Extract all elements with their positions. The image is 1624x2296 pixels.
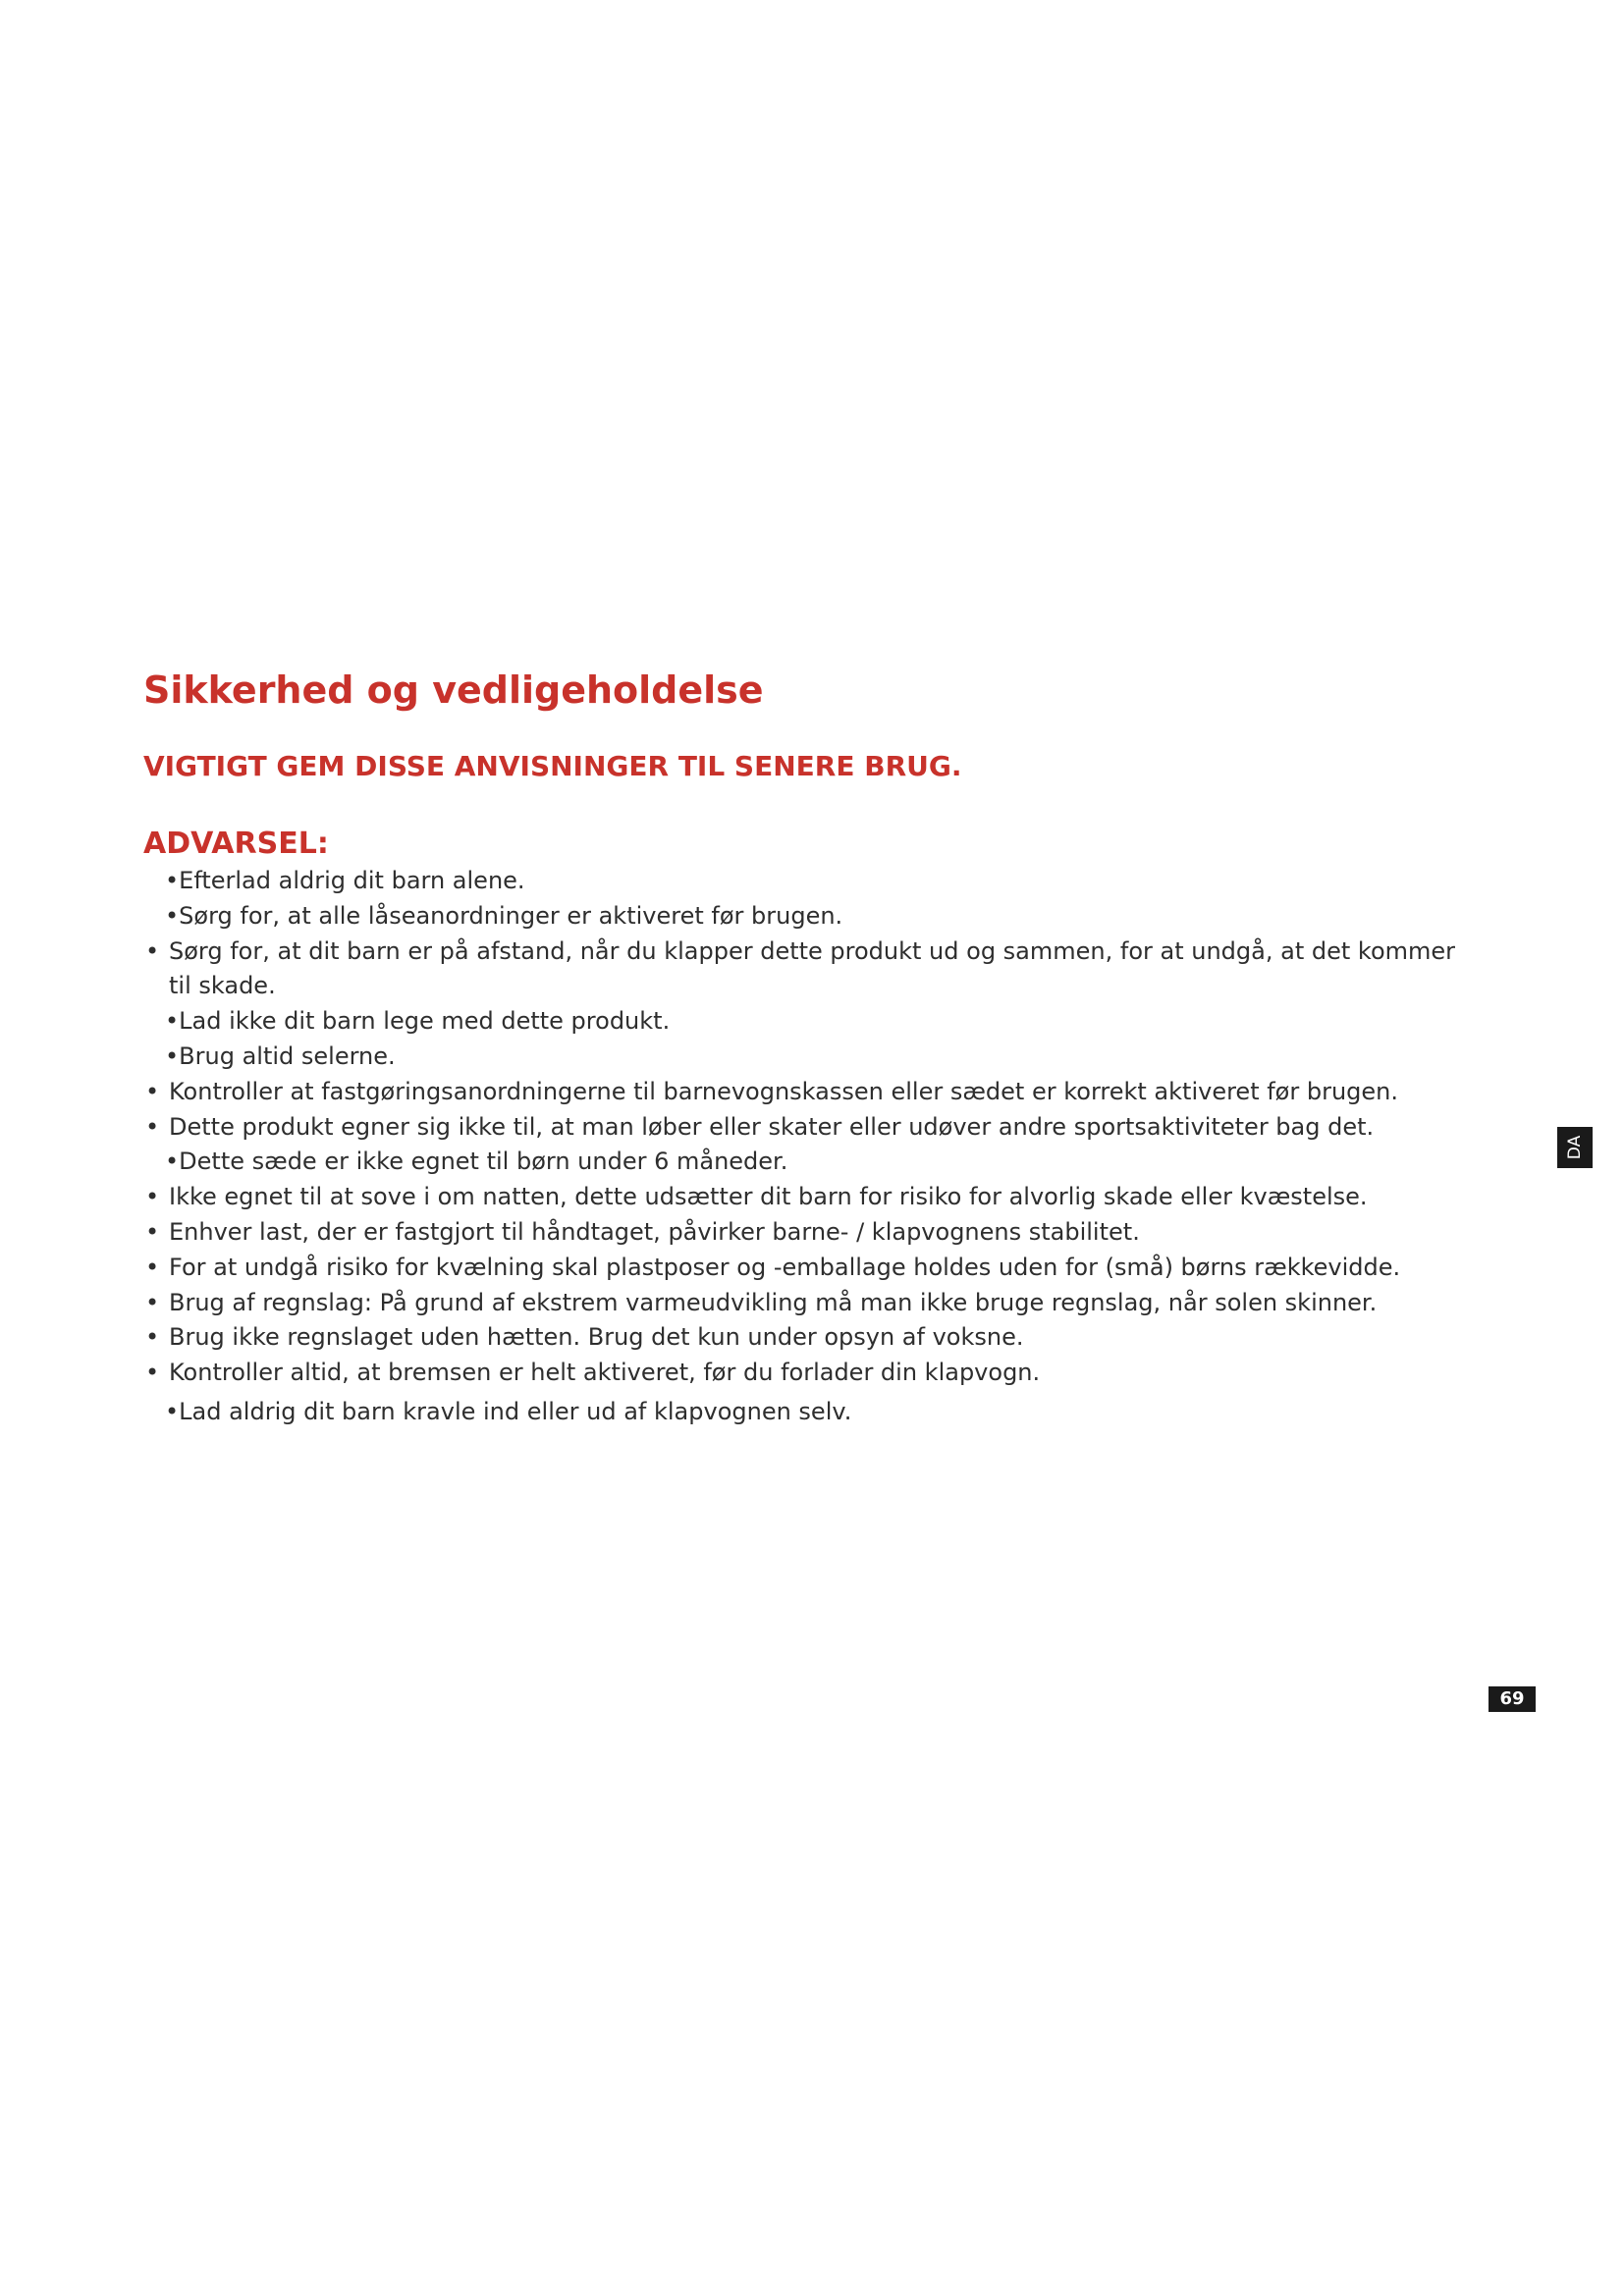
warning-text: Brug altid selerne.	[179, 1041, 396, 1070]
bullet: •	[165, 867, 180, 894]
warning-item	[145, 1180, 1461, 1215]
bullet: •	[145, 1359, 160, 1387]
warning-item	[145, 1075, 1461, 1110]
warning-item	[145, 899, 1461, 934]
important-notice-heading: VIGTIGT GEM DISSE ANVISNINGER TIL SENERE BRUG.	[143, 750, 962, 782]
language-tab-label: DA	[1564, 1135, 1585, 1160]
warning-text: Kontroller altid, at bremsen er helt aktiveret, før du forlader din klapvogn.	[169, 1359, 1041, 1387]
page-number: 69	[1489, 1686, 1536, 1712]
bullet: •	[145, 1112, 160, 1141]
warning-text: Lad aldrig dit barn kravle ind eller ud af klapvognen selv.	[179, 1397, 852, 1425]
page-title: Sikkerhed og vedligeholdelse	[143, 668, 764, 712]
warning-item	[145, 1320, 1461, 1356]
bullet: •	[145, 1323, 160, 1352]
warning-text: Ikke egnet til at sove i om natten, dette udsætter dit barn for risiko for alvorlig skade eller kvæstelse.	[169, 1183, 1368, 1211]
warning-text: Efterlad aldrig dit barn alene.	[179, 867, 525, 894]
bullet: •	[165, 901, 180, 930]
warning-text: Brug ikke regnslaget uden hætten. Brug det kun under opsyn af voksne.	[169, 1323, 1024, 1352]
warning-text: Lad ikke dit barn lege med dette produkt.	[179, 1007, 671, 1036]
warning-item	[145, 1145, 1461, 1180]
warning-heading: ADVARSEL:	[143, 827, 329, 861]
warning-item	[145, 1286, 1461, 1321]
bullet: •	[165, 1397, 180, 1425]
bullet: •	[145, 936, 160, 965]
bullet: •	[145, 1183, 160, 1211]
warning-text: Sørg for, at dit barn er på afstand, når du klapper dette produkt ud og sammen, for at undgå, at det kommer til skade.	[169, 936, 1456, 1000]
bullet: •	[165, 1041, 180, 1070]
warning-item	[145, 864, 1461, 899]
bullet: •	[165, 1148, 180, 1176]
warning-item	[145, 1110, 1461, 1146]
warning-item	[145, 1004, 1461, 1040]
bullet: •	[145, 1253, 160, 1281]
bullet: •	[145, 1288, 160, 1316]
warning-text: Kontroller at fastgøringsanordningerne til barnevognskassen eller sædet er korrekt aktiveret før brugen.	[169, 1077, 1399, 1105]
warning-text: Dette sæde er ikke egnet til børn under 6 måneder.	[179, 1148, 788, 1176]
warning-text: Dette produkt egner sig ikke til, at man løber eller skater eller udøver andre sportsaktiviteter bag det.	[169, 1112, 1375, 1141]
warning-text: Enhver last, der er fastgjort til håndtaget, påvirker barne- / klapvognens stabilitet.	[169, 1217, 1140, 1246]
language-tab	[1557, 1127, 1593, 1168]
warning-item	[145, 1395, 1461, 1430]
warning-item	[145, 1215, 1461, 1251]
warning-item	[145, 934, 1461, 1005]
bullet: •	[165, 1007, 180, 1036]
warning-text: Sørg for, at alle låseanordninger er aktiveret før brugen.	[179, 901, 843, 930]
warning-list	[145, 864, 1461, 1430]
warning-text: Brug af regnslag: På grund af ekstrem varmeudvikling må man ikke bruge regnslag, når solen skinner.	[169, 1288, 1378, 1316]
warning-item	[145, 1356, 1461, 1391]
warning-text: For at undgå risiko for kvælning skal plastposer og -emballage holdes uden for (små) børns rækkevidde.	[169, 1253, 1401, 1281]
warning-item	[145, 1251, 1461, 1286]
bullet: •	[145, 1217, 160, 1246]
warning-item	[145, 1040, 1461, 1075]
bullet: •	[145, 1077, 160, 1105]
